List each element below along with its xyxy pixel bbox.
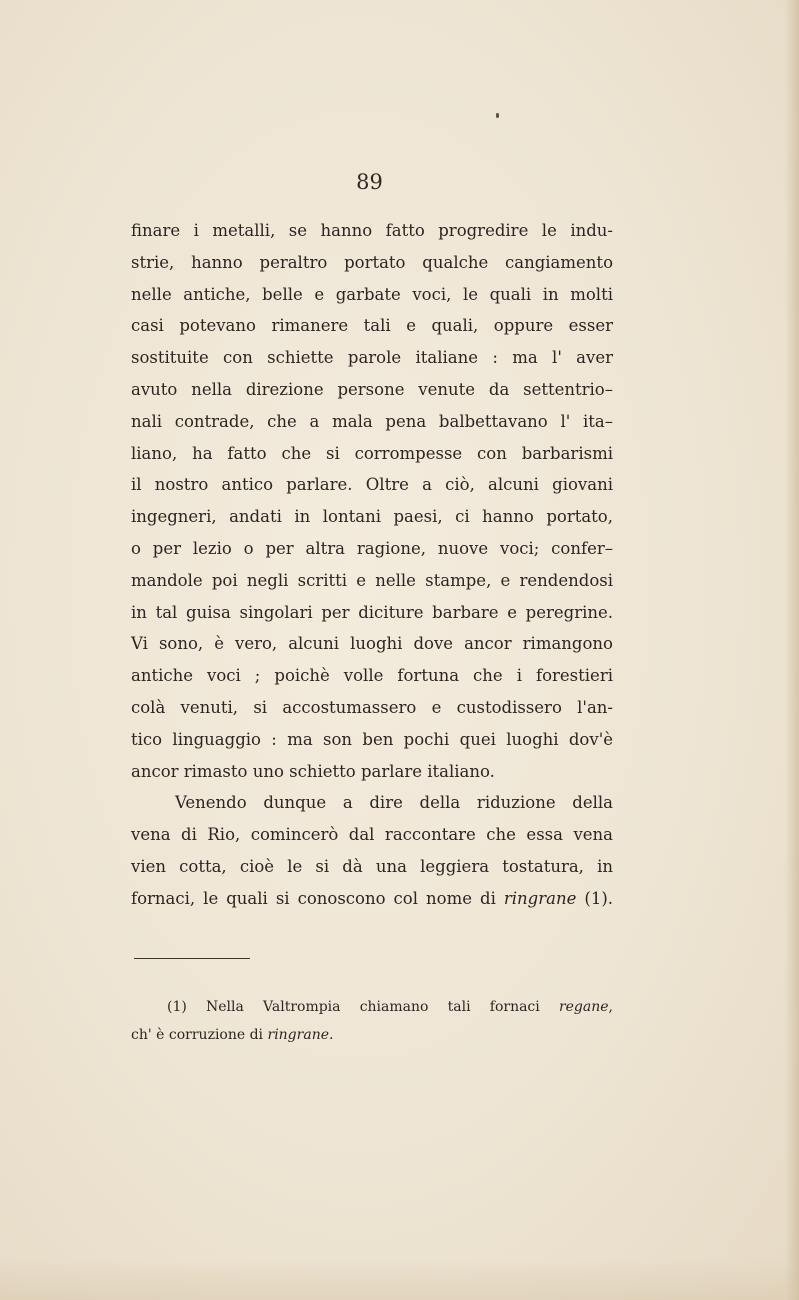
text-line: strie, hanno peraltro portato qualche cangiamento xyxy=(131,252,613,272)
text-line: antiche voci ; poichè volle fortuna che i forestieri xyxy=(131,666,613,686)
text-line: avuto nella direzione persone venute da settentrio– xyxy=(131,379,613,399)
text-line: colà venuti, si accostumassero e custodissero l'an- xyxy=(131,697,613,717)
text-line: vien cotta, cioè le si dà una leggiera tostatura, in xyxy=(131,856,613,876)
footnote-line1-suffix: , xyxy=(608,999,613,1015)
footnote-line2-prefix: ch' è corruzione di xyxy=(131,1027,264,1043)
text-line: mandole poi negli scritti e nelle stampe, e rendendosi xyxy=(131,570,613,590)
page-number: 89 xyxy=(356,170,383,194)
paper-speck xyxy=(496,113,499,118)
footnote-italic-term: regane xyxy=(558,999,609,1015)
text-line: vena di Rio, comincerò dal raccontare che essa vena xyxy=(131,825,613,845)
text-line: nelle antiche, belle e garbate voci, le quali in molti xyxy=(131,284,613,304)
text-line: il nostro antico parlare. Oltre a ciò, alcuni giovani xyxy=(131,475,613,495)
footnote-line xyxy=(131,993,613,1021)
page-edge-shadow xyxy=(785,0,799,1300)
footnote xyxy=(131,993,613,1049)
text-line: ingegneri, andati in lontani paesi, ci hanno portato, xyxy=(131,507,613,527)
footnote-line1-prefix: (1) Nella Valtrompia chiamano tali fornaci xyxy=(167,999,540,1015)
text-line: Venendo dunque a dire della riduzione della xyxy=(175,793,613,813)
last-line-prefix: fornaci, le quali si conoscono col nome di xyxy=(131,888,496,908)
text-line: in tal guisa singolari per diciture barbare e peregrine. xyxy=(131,602,613,622)
text-line: nali contrade, che a mala pena balbettavano l' ita– xyxy=(131,411,613,431)
last-line-italic-term: ringrane xyxy=(503,888,577,908)
footnote-line2-suffix: . xyxy=(329,1027,334,1043)
body-text xyxy=(131,215,613,915)
footnote-divider xyxy=(134,958,250,959)
footnote-italic-term: ringrane xyxy=(267,1027,329,1043)
text-line: ancor rimasto uno schietto parlare italiano. xyxy=(131,761,495,781)
text-line: casi potevano rimanere tali e quali, oppure esser xyxy=(131,316,613,336)
text-line-last xyxy=(131,883,613,915)
page-bottom-shadow xyxy=(0,1260,799,1300)
text-line: liano, ha fatto che si corrompesse con barbarismi xyxy=(131,443,613,463)
footnote-line xyxy=(131,1021,613,1049)
text-line: finare i metalli, se hanno fatto progredire le indu- xyxy=(131,221,613,240)
text-line: sostituite con schiette parole italiane : ma l' aver xyxy=(131,348,613,368)
footnote-reference: (1). xyxy=(584,888,614,908)
text-line: o per lezio o per altra ragione, nuove voci; confer– xyxy=(131,538,613,558)
text-line: Vi sono, è vero, alcuni luoghi dove ancor rimangono xyxy=(131,634,613,654)
text-line: tico linguaggio : ma son ben pochi quei luoghi dov'è xyxy=(131,729,613,749)
